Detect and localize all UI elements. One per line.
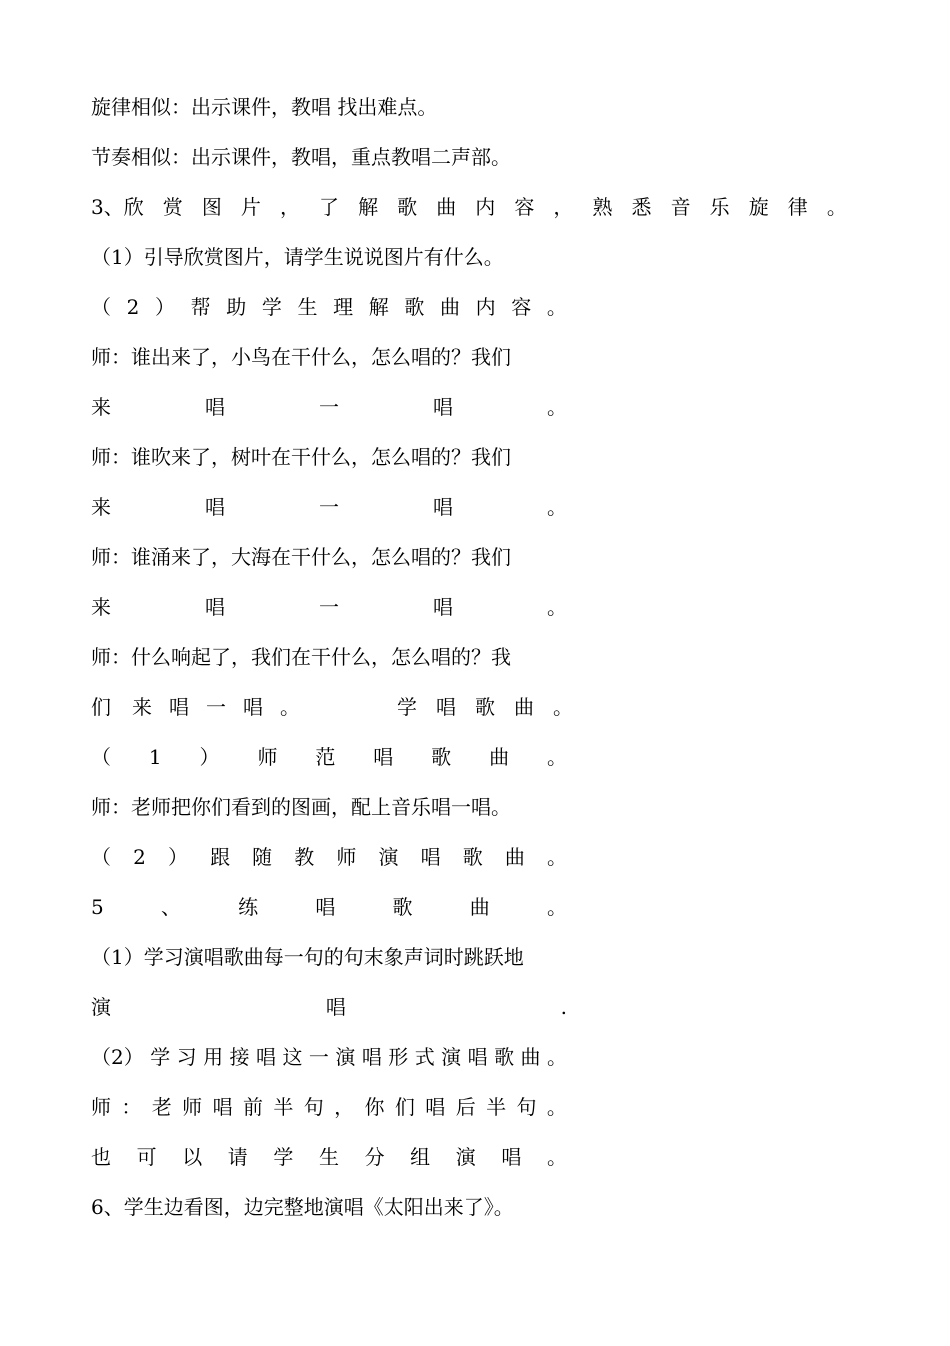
text-char: 你 (364, 1095, 385, 1119)
text-char: 师 (91, 1095, 111, 1119)
text-char: 。 (546, 745, 567, 769)
text-char: 片 (240, 195, 261, 219)
text-char: 教 (294, 845, 315, 869)
text-char: 。 (546, 1145, 567, 1169)
text-line-justified (91, 691, 571, 723)
text-char: 唱 (436, 695, 456, 719)
text-char: 练 (238, 895, 259, 919)
text-char: 3、欣 (91, 195, 144, 219)
text-char: 学 (273, 1145, 294, 1169)
text-char: 歌 (397, 195, 418, 219)
text-char: 解 (358, 195, 379, 219)
text-char: 唱 (205, 595, 225, 619)
text-line: 旋律相似：出示课件，教唱 找出难点。 (91, 95, 438, 119)
text-char: 帮 (190, 295, 211, 319)
text-char: 唱 (212, 1095, 233, 1119)
text-char: 们 (91, 695, 111, 719)
text-char: 句 (516, 1095, 537, 1119)
text-char: 悉 (631, 195, 652, 219)
text-char: ） (199, 745, 220, 769)
text-char: 2 (126, 295, 140, 319)
text-char: ， (553, 195, 574, 219)
text-char: 。 (547, 495, 567, 519)
text-line: 师：谁吹来了，树叶在干什么，怎么唱的？我们 (91, 445, 511, 469)
text-char: 唱 (256, 1045, 276, 1069)
text-char: 曲 (514, 695, 534, 719)
text-char: 们 (394, 1095, 415, 1119)
text-char: 5 (91, 895, 104, 919)
text-char: 来 (91, 395, 111, 419)
text-line: 节奏相似：出示课件，教唱，重点教唱二声部。 (91, 145, 511, 169)
text-char: 唱 (433, 495, 453, 519)
text-char: 师 (336, 845, 357, 869)
text-char: 一 (308, 1045, 329, 1069)
text-char: 来 (91, 495, 111, 519)
text-char: 学 (150, 1045, 171, 1069)
text-char: 歌 (404, 295, 425, 319)
text-char: 曲 (439, 295, 460, 319)
text-line-justified (91, 991, 567, 1023)
text-char: 1 (148, 745, 162, 769)
text-char: 曲 (520, 1045, 541, 1069)
text-char: 演 (91, 995, 111, 1019)
text-char: 一 (206, 695, 226, 719)
text-char: 助 (226, 295, 247, 319)
text-char: 老 (151, 1095, 172, 1119)
text-char: 赏 (162, 195, 183, 219)
text-char: 。 (547, 395, 567, 419)
text-line: 6、学生边看图，边完整地演唱《太阳出来了》。 (91, 1195, 514, 1219)
text-char: 。 (546, 895, 567, 919)
text-line-justified (91, 1091, 567, 1123)
text-char: （2） (91, 1045, 144, 1069)
text-char: （ (91, 845, 111, 869)
text-char: 2 (133, 845, 146, 869)
text-char: 旋 (748, 195, 769, 219)
text-line: 师：谁出来了，小鸟在干什么，怎么唱的？我们 (91, 345, 511, 369)
text-char: 请 (227, 1145, 248, 1169)
text-char: 曲 (436, 195, 457, 219)
text-char: 音 (670, 195, 691, 219)
text-char: 唱 (361, 1045, 382, 1069)
text-char: 学 (261, 295, 282, 319)
text-char: 曲 (489, 745, 510, 769)
text-char: 唱 (373, 745, 394, 769)
text-char: 歌 (494, 1045, 515, 1069)
text-line-justified (91, 391, 567, 423)
text-char: 。 (553, 695, 573, 719)
text-char: 解 (368, 295, 389, 319)
text-char: 接 (229, 1045, 250, 1069)
text-char: 。 (280, 695, 300, 719)
text-char: 一 (319, 595, 339, 619)
text-char: 句 (303, 1095, 324, 1119)
text-char: 后 (455, 1095, 476, 1119)
text-char: 图 (201, 195, 222, 219)
text-char: 一 (319, 495, 339, 519)
text-char: 唱 (425, 1095, 446, 1119)
text-line-justified (91, 291, 567, 323)
text-line: 师：谁涌来了，大海在干什么，怎么唱的？我们 (91, 545, 511, 569)
text-line: （1）引导欣赏图片，请学生说说图片有什么。 (91, 245, 504, 269)
text-char: 、 (160, 895, 181, 919)
text-char: 唱 (467, 1045, 488, 1069)
text-char: 范 (315, 745, 336, 769)
text-char: 。 (546, 295, 567, 319)
text-char: ， (279, 195, 300, 219)
text-char: 唱 (205, 395, 225, 419)
text-char: 歌 (475, 695, 495, 719)
text-char: 组 (410, 1145, 431, 1169)
text-char: 唱 (169, 695, 189, 719)
text-char: 容 (514, 195, 535, 219)
text-line-justified (91, 591, 567, 623)
text-char: 唱 (420, 845, 441, 869)
text-char: 以 (182, 1145, 203, 1169)
text-char: 曲 (504, 845, 525, 869)
text-char: 来 (91, 595, 111, 619)
text-char: 生 (297, 295, 318, 319)
text-char: 。 (546, 1095, 567, 1119)
text-char: 歌 (431, 745, 452, 769)
text-char: 式 (414, 1045, 435, 1069)
text-char: 可 (136, 1145, 157, 1169)
text-char: 理 (333, 295, 354, 319)
text-char: 容 (511, 295, 532, 319)
text-char: 唱 (433, 395, 453, 419)
text-line-justified (91, 1141, 567, 1173)
text-char: 演 (441, 1045, 462, 1069)
text-char: 。 (826, 195, 847, 219)
text-char: 唱 (315, 895, 336, 919)
text-line: 师：老师把你们看到的图画，配上音乐唱一唱。 (91, 795, 511, 819)
text-char: 形 (388, 1045, 409, 1069)
text-char: 唱 (325, 995, 346, 1019)
text-char: 也 (91, 1145, 111, 1169)
text-char: 内 (475, 295, 496, 319)
text-char: ： (121, 1095, 142, 1119)
text-char: 一 (319, 395, 339, 419)
text-line-justified (91, 491, 567, 523)
text-char: 这 (282, 1045, 303, 1069)
text-line-justified (91, 891, 567, 923)
text-char: 习 (176, 1045, 197, 1069)
text-line: （1）学习演唱歌曲每一句的句末象声词时跳跃地 (91, 945, 524, 969)
text-char: 唱 (205, 495, 225, 519)
text-char: 学 (397, 695, 417, 719)
text-char: 熟 (592, 195, 613, 219)
text-char: 随 (252, 845, 273, 869)
text-char: 曲 (469, 895, 490, 919)
text-char: 。 (546, 845, 567, 869)
text-char: . (560, 995, 567, 1019)
text-char: 来 (132, 695, 152, 719)
text-char: 半 (273, 1095, 294, 1119)
text-char: 内 (475, 195, 496, 219)
text-char: ， (334, 1095, 355, 1119)
text-char: 乐 (709, 195, 730, 219)
text-char: 。 (546, 1045, 567, 1069)
text-char: （ (91, 745, 111, 769)
text-char: 歌 (462, 845, 483, 869)
text-char: 跟 (210, 845, 231, 869)
text-line-justified (91, 191, 847, 223)
text-char: 前 (242, 1095, 263, 1119)
text-line: 师：什么响起了，我们在干什么，怎么唱的？我 (91, 645, 511, 669)
text-char: 了 (319, 195, 340, 219)
text-char: 律 (787, 195, 808, 219)
text-char: ） (154, 295, 175, 319)
text-line-justified (91, 841, 567, 873)
text-char: 分 (364, 1145, 385, 1169)
text-char: ） (167, 845, 188, 869)
text-char: 唱 (433, 595, 453, 619)
text-char: 演 (455, 1145, 476, 1169)
text-line-justified (91, 741, 567, 773)
text-char: 师 (257, 745, 278, 769)
text-char: 用 (203, 1045, 224, 1069)
text-char: 生 (318, 1145, 339, 1169)
text-char: （ (91, 295, 111, 319)
text-char: 半 (486, 1095, 507, 1119)
text-char: 演 (335, 1045, 356, 1069)
text-char: 唱 (243, 695, 263, 719)
text-char: 歌 (392, 895, 413, 919)
text-char: 演 (378, 845, 399, 869)
text-char: 。 (547, 595, 567, 619)
text-line-justified (91, 1041, 567, 1073)
text-char: 师 (182, 1095, 203, 1119)
text-char: 唱 (501, 1145, 522, 1169)
